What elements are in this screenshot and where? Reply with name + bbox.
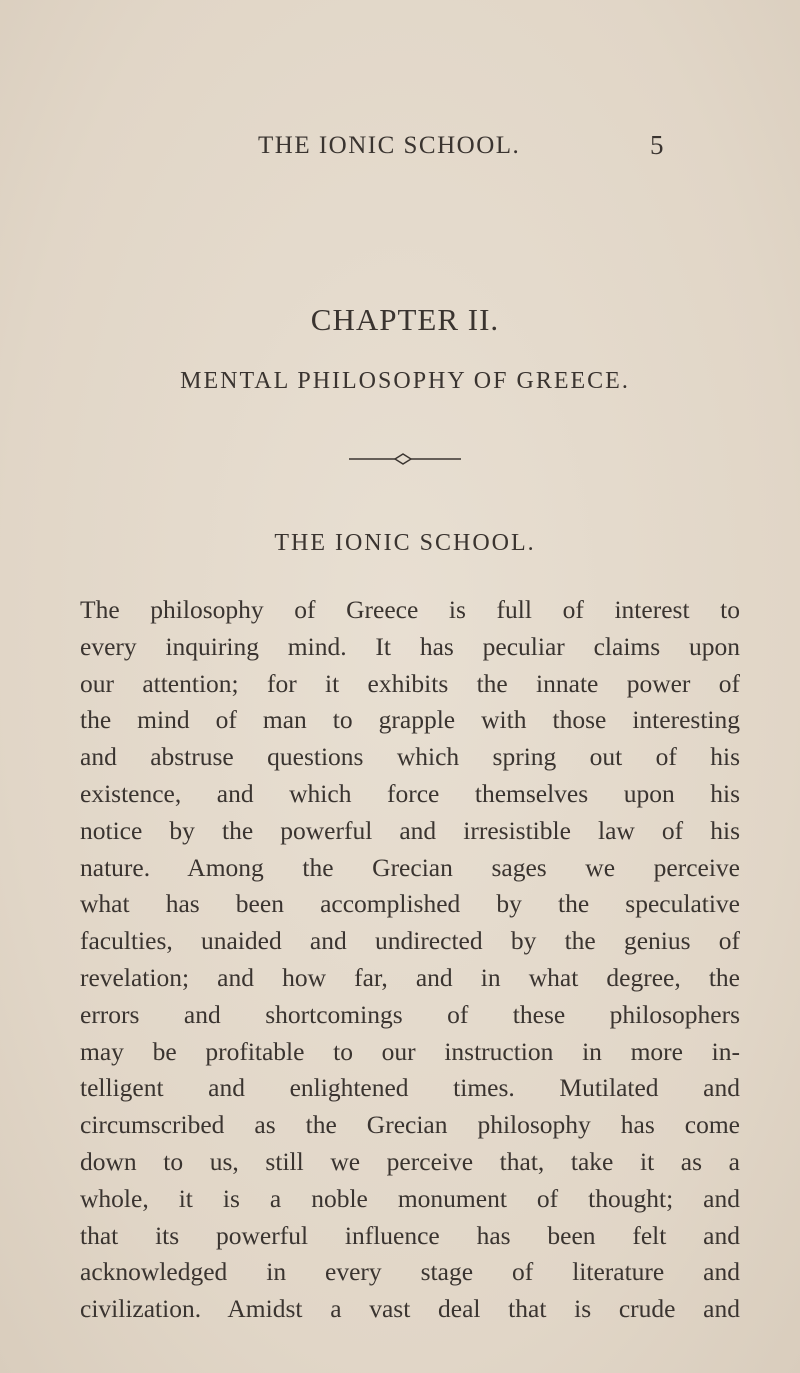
body-line: notice by the powerful and irresistible law of his: [80, 815, 740, 845]
body-line: faculties, unaided and undirected by the genius of: [80, 926, 740, 956]
body-line: our attention; for it exhibits the innate power of: [80, 668, 740, 698]
body-line: every inquiring mind. It has peculiar claims upon: [80, 631, 740, 661]
body-line: down to us, still we perceive that, take it as a: [80, 1146, 740, 1176]
body-line: circumscribed as the Grecian philosophy has come: [80, 1110, 740, 1140]
section-title: THE IONIC SCHOOL.: [274, 530, 536, 556]
body-line: The philosophy of Greece is full of interest to: [80, 595, 740, 624]
body-line: acknowledged in every stage of literature and: [80, 1257, 740, 1287]
body-line: whole, it is a noble monument of thought; and: [80, 1183, 740, 1213]
body-paragraph: [80, 592, 740, 1328]
body-line: civilization. Amidst a vast deal that is crude and: [80, 1294, 740, 1324]
body-line: existence, and which force themselves upon his: [80, 778, 740, 808]
running-head: THE IONIC SCHOOL.: [258, 132, 521, 159]
body-line: the mind of man to grapple with those interesting: [80, 705, 740, 735]
chapter-title: CHAPTER II.: [310, 302, 500, 337]
body-line: revelation; and how far, and in what degree, the: [80, 962, 740, 992]
body-line: may be profitable to our instruction in more in-: [80, 1036, 740, 1066]
body-line: what has been accomplished by the speculative: [80, 889, 740, 919]
chapter-subtitle: MENTAL PHILOSOPHY OF GREECE.: [180, 368, 630, 394]
body-line: telligent and enlightened times. Mutilated and: [80, 1073, 740, 1103]
ornamental-divider: [349, 453, 461, 465]
body-line: nature. Among the Grecian sages we perceive: [80, 852, 740, 882]
body-line: errors and shortcomings of these philosophers: [80, 999, 740, 1029]
body-line: that its powerful influence has been felt and: [80, 1220, 740, 1250]
body-line: and abstruse questions which spring out of his: [80, 742, 740, 772]
page-number: 5: [650, 130, 664, 160]
